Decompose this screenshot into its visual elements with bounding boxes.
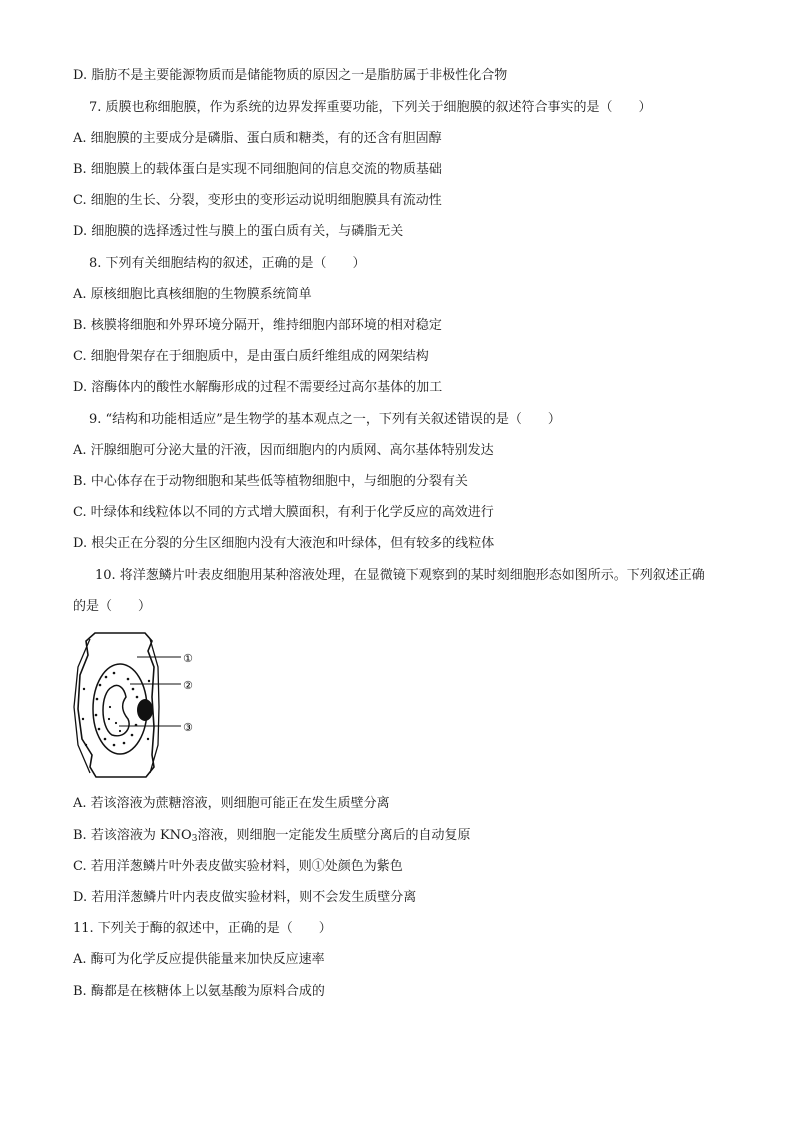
q10-option-b bbox=[73, 827, 470, 848]
q10-option-b-prefix: B. 若该溶液为 KNO bbox=[73, 828, 192, 843]
q9-option-a: A. 汗腺细胞可分泌大量的汗液，因而细胞内的内质网、高尔基体特别发达 bbox=[73, 443, 494, 458]
q10-option-b-subscript: 3 bbox=[191, 834, 198, 844]
q7-option-a: A. 细胞膜的主要成分是磷脂、蛋白质和糖类，有的还含有胆固醇 bbox=[73, 131, 442, 146]
q11-stem: 11. 下列关于酶的叙述中，正确的是（ ） bbox=[73, 921, 332, 936]
figure-label-1: ① bbox=[183, 652, 193, 665]
q11-option-a: A. 酶可为化学反应提供能量来加快反应速率 bbox=[73, 952, 325, 967]
q9-option-b: B. 中心体存在于动物细胞和某些低等植物细胞中，与细胞的分裂有关 bbox=[73, 474, 468, 489]
q9-option-d: D. 根尖正在分裂的分生区细胞内没有大液泡和叶绿体，但有较多的线粒体 bbox=[73, 536, 495, 551]
q10-option-a: A. 若该溶液为蔗糖溶液，则细胞可能正在发生质壁分离 bbox=[73, 796, 390, 811]
q7-option-c: C. 细胞的生长、分裂，变形虫的变形运动说明细胞膜具有流动性 bbox=[73, 193, 442, 208]
q7-option-d: D. 细胞膜的选择透过性与膜上的蛋白质有关，与磷脂无关 bbox=[73, 224, 404, 239]
figure-label-2: ② bbox=[183, 679, 193, 692]
q8-option-d: D. 溶酶体内的酸性水解酶形成的过程不需要经过高尔基体的加工 bbox=[73, 380, 443, 395]
q10-option-b-suffix: 溶液，则细胞一定能发生质壁分离后的自动复原 bbox=[197, 828, 471, 843]
q8-option-b: B. 核膜将细胞和外界环境分隔开，维持细胞内部环境的相对稳定 bbox=[73, 318, 442, 333]
q8-stem: 8. 下列有关细胞结构的叙述，正确的是（ ） bbox=[89, 256, 366, 271]
q10-stem-line1: 10. 将洋葱鳞片叶表皮细胞用某种溶液处理，在显微镜下观察到的某时刻细胞形态如图所示。下列叙述正确 bbox=[95, 568, 705, 583]
q7-option-b: B. 细胞膜上的载体蛋白是实现不同细胞间的信息交流的物质基础 bbox=[73, 162, 442, 177]
onion-cell-figure bbox=[70, 627, 245, 782]
nucleus bbox=[137, 699, 153, 721]
q8-option-a: A. 原核细胞比真核细胞的生物膜系统简单 bbox=[73, 287, 312, 302]
q10-option-c: C. 若用洋葱鳞片叶外表皮做实验材料，则①处颜色为紫色 bbox=[73, 859, 403, 874]
q8-option-c: C. 细胞骨架存在于细胞质中，是由蛋白质纤维组成的网架结构 bbox=[73, 349, 429, 364]
vacuole bbox=[103, 685, 129, 735]
q9-option-c: C. 叶绿体和线粒体以不同的方式增大膜面积，有利于化学反应的高效进行 bbox=[73, 505, 494, 520]
q10-option-d: D. 若用洋葱鳞片叶内表皮做实验材料，则不会发生质壁分离 bbox=[73, 890, 417, 905]
q6-option-d: D. 脂肪不是主要能源物质而是储能物质的原因之一是脂肪属于非极性化合物 bbox=[73, 68, 508, 83]
q9-stem: 9. “结构和功能相适应”是生物学的基本观点之一，下列有关叙述错误的是（ ） bbox=[89, 412, 561, 427]
q11-option-b: B. 酶都是在核糖体上以氨基酸为原料合成的 bbox=[73, 984, 325, 999]
figure-label-3: ③ bbox=[183, 721, 193, 734]
q10-stem-line2: 的是（ ） bbox=[73, 599, 152, 614]
q7-stem: 7. 质膜也称细胞膜，作为系统的边界发挥重要功能，下列关于细胞膜的叙述符合事实的是（ ） bbox=[89, 100, 652, 115]
